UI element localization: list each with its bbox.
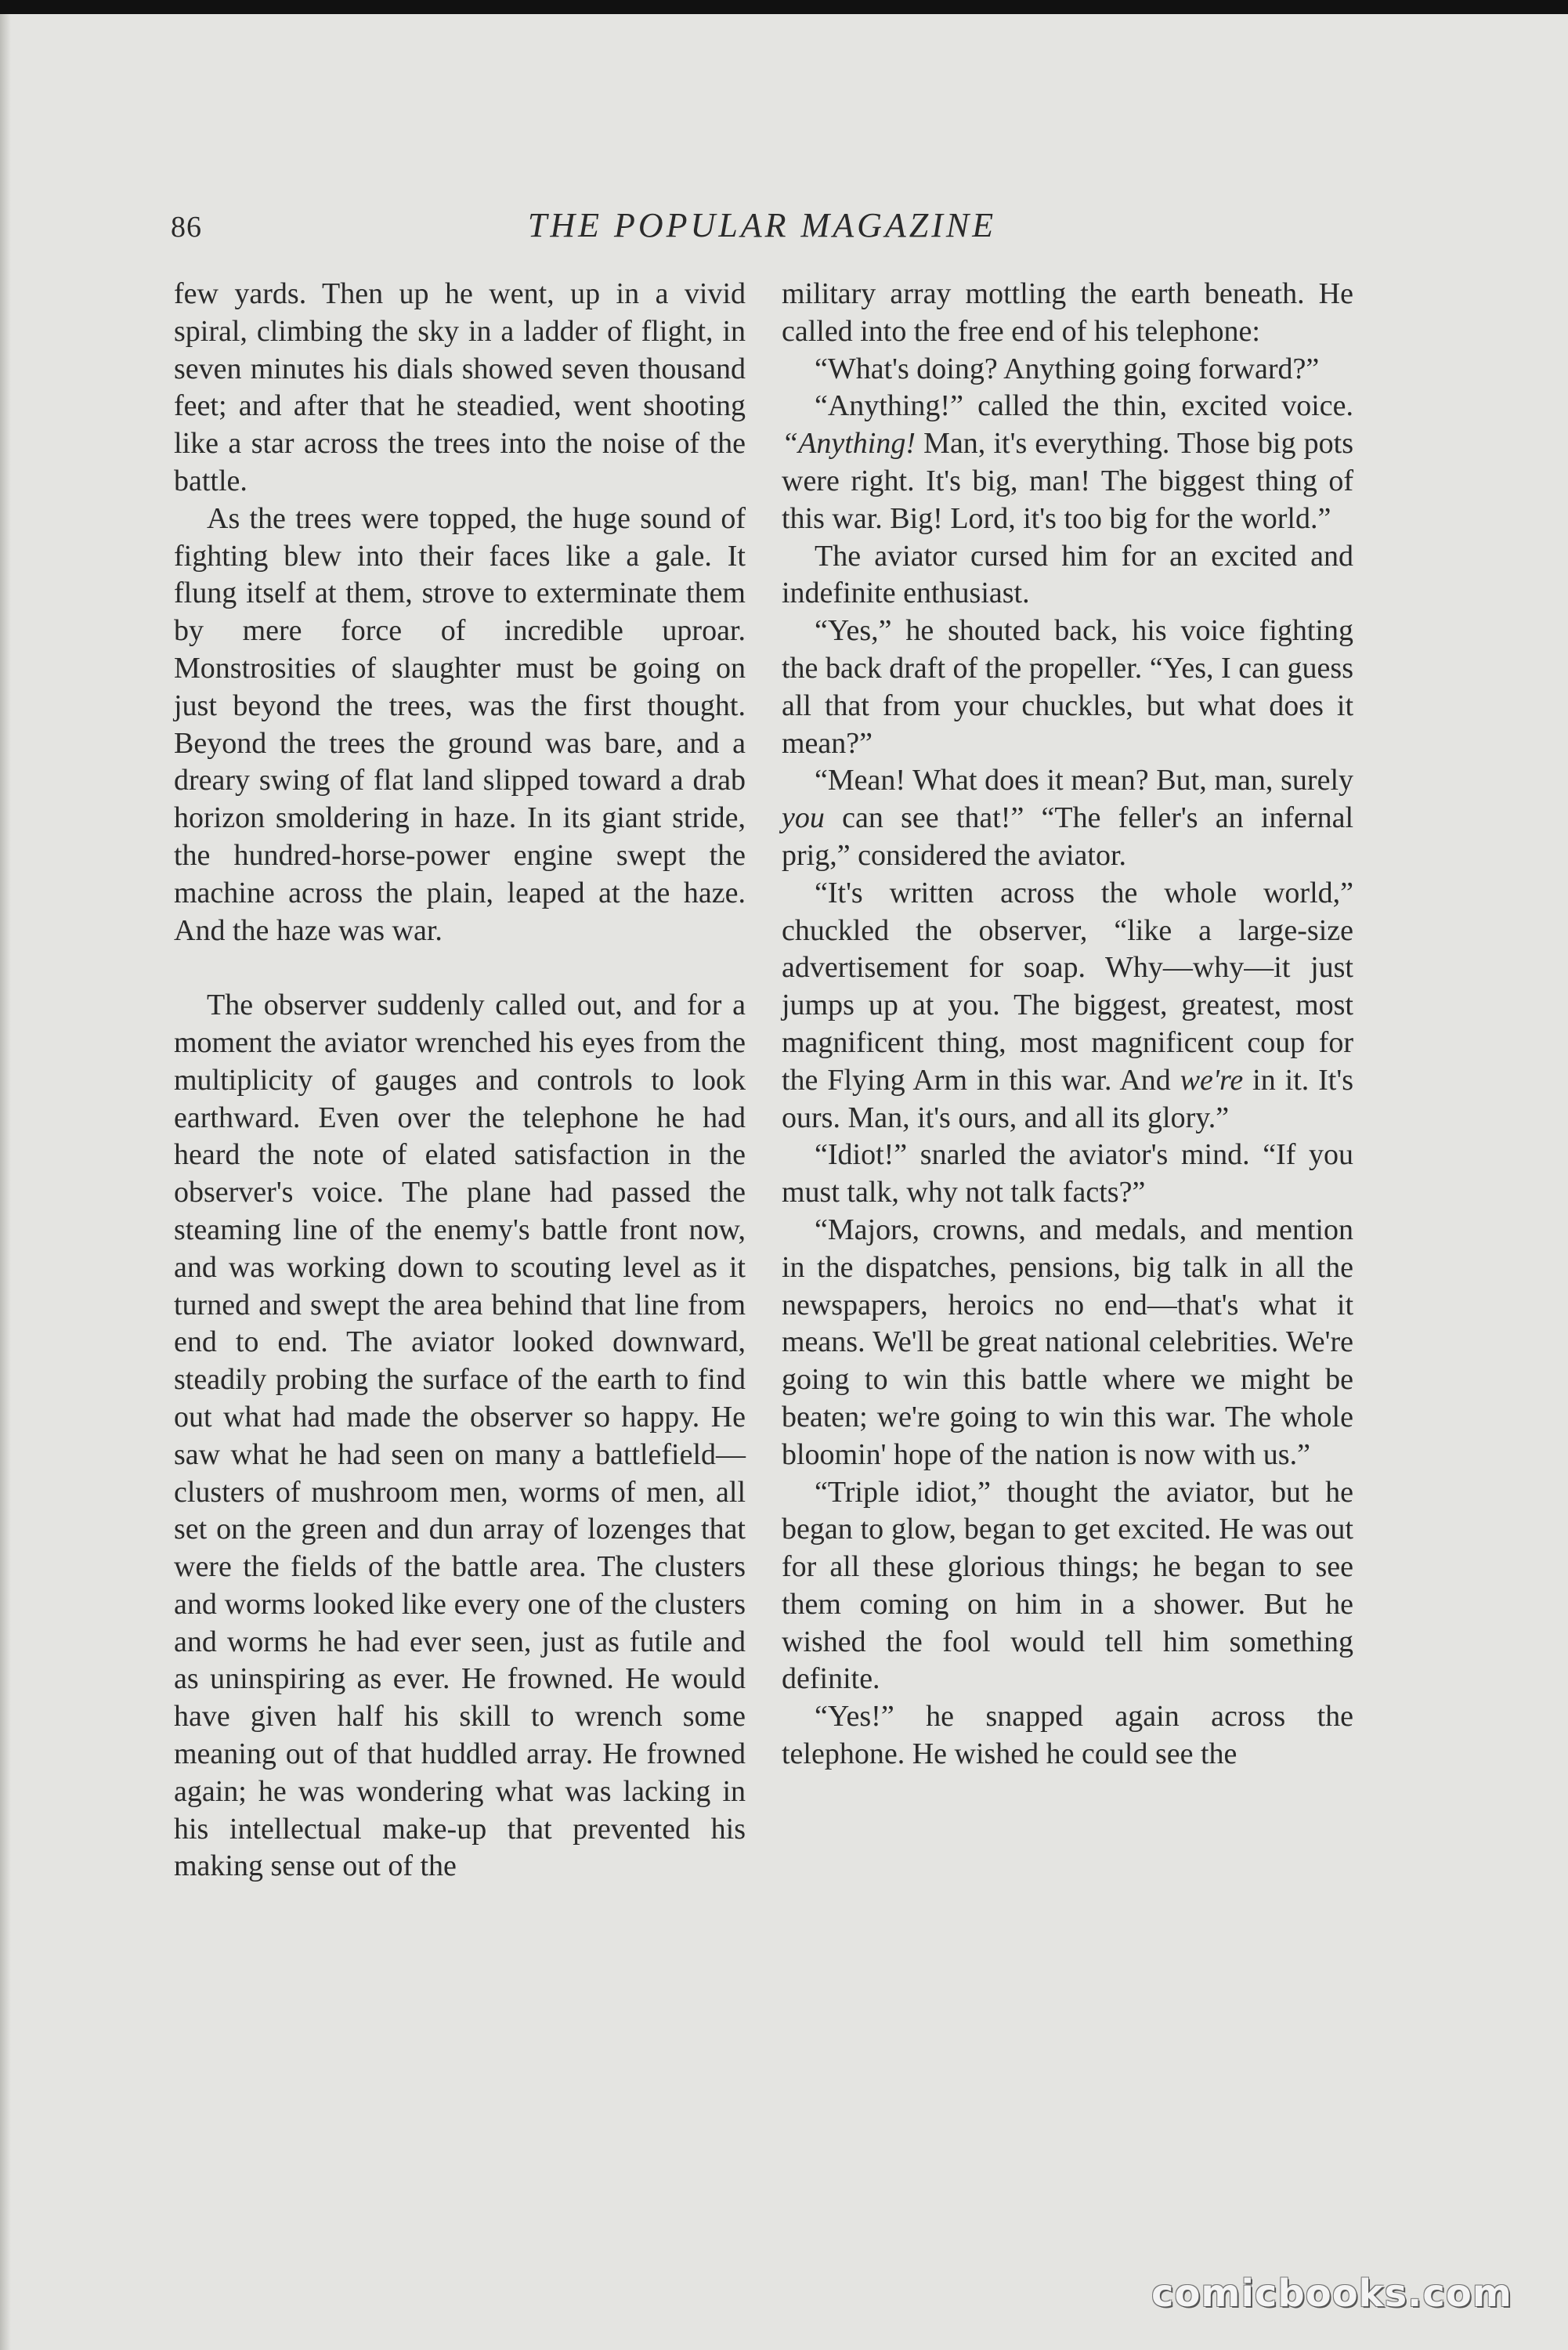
italic-text: “Anything!	[782, 427, 916, 461]
paragraph: few yards. Then up he went, up in a vivid spiral, climbing the sky in a ladder of flight, in seven minutes his dials showed seven thousand feet; and after that he steadied, went shooting like a star across the trees into the noise of the battle.	[174, 277, 746, 497]
paragraph: The observer suddenly called out, and for a moment the aviator wrenched his eyes from the multiplicity of gauges and controls to look earthward. Even over the telephone he had heard the note of elated satisfaction in the observer's voice. The plane had passed the steaming line of the enemy's battle front now, and was working down to scouting level as it turned and swept the area behind that line from end to end. The aviator looked downward, steadily probing the surface of the earth to find out what had made the observer so happy. He saw what he had seen on many a battlefield—clusters of mushroom men, worms of men, all set on the green and dun array of lozenges that were the fields of the battle area. The clusters and worms looked like every one of the clusters and worms he had ever seen, just as futile and as uninspiring as ever. He frowned. He would have given half his skill to wrench some meaning out of that huddled array. He frowned again; he was wondering what was lacking in his intellectual make-up that prevented his making sense out of the	[174, 989, 746, 1883]
page-binding-edge	[0, 14, 11, 2350]
right-column	[782, 276, 1353, 1773]
paragraph: “What's doing? Anything going forward?”	[815, 352, 1320, 385]
scan-top-edge	[0, 0, 1568, 14]
paragraph	[782, 388, 1353, 537]
paragraph	[782, 875, 1353, 1137]
text-run: Man, it's everything. Those big pots were right. It's big, man! The biggest thing of this war. Big! Lord, it's too big for the world.”	[782, 427, 1353, 535]
paragraph: military array mottling the earth beneath. He called into the free end of his telephone:	[782, 277, 1353, 348]
italic-text: we're	[1180, 1063, 1244, 1097]
text-run: “Anything!” called the thin, excited voice.	[815, 389, 1353, 423]
paragraph: “Yes!” he snapped again across the telephone. He wished he could see the	[782, 1700, 1353, 1771]
running-title: THE POPULAR MAGAZINE	[527, 206, 997, 244]
text-run: can see that!” “The feller's an infernal prig,” considered the aviator.	[782, 801, 1353, 872]
page-number: 86	[171, 211, 202, 244]
paragraph: “Majors, crowns, and medals, and mention in the dispatches, pensions, big talk in all the newspapers, heroics no end—that's what it means. We'll be great national celebrities. We're going to win this battle where we might be beaten; we're going to win this war. The whole bloomin' hope of the nation is now with us.”	[782, 1213, 1353, 1471]
watermark-logo: comicbooks.com	[1151, 2272, 1512, 2316]
paragraph	[782, 762, 1353, 874]
left-column	[174, 276, 746, 1885]
page-header	[171, 205, 1353, 252]
text-run: “It's written across the whole world,” chuckled the observer, “like a large-size advertisement for soap. Why—why—it just jumps up at you. The biggest, greatest, most magnificent thing, most magnificent coup for the Flying Arm in this war. And	[782, 876, 1353, 1097]
paragraph: “Triple idiot,” thought the aviator, but he began to glow, began to get excited. He was out for all these glorious things; he began to see them coming on him in a shower. But he wished the fool would tell him something definite.	[782, 1475, 1353, 1696]
paragraph: “Yes,” he shouted back, his voice fighting the back draft of the propeller. “Yes, I can guess all that from your chuckles, but what does it mean?”	[782, 614, 1353, 760]
text-run: in it. It's ours. Man, it's ours, and all its glory.”	[782, 1063, 1353, 1134]
text-run: “Mean! What does it mean? But, man, surely	[815, 764, 1353, 797]
italic-text: you	[782, 801, 825, 835]
paragraph: As the trees were topped, the huge sound of fighting blew into their faces like a gale. It flung itself at them, strove to exterminate them by mere force of incredible uproar. Monstrosities of slaughter must be going on just beyond the trees, was the first thought. Beyond the trees the ground was bare, and a dreary swing of flat land slipped toward a drab horizon smoldering in haze. In its giant stride, the hundred-horse-power engine swept the machine across the plain, leaped at the haze. And the haze was war.	[174, 501, 746, 947]
paragraph: “Idiot!” snarled the aviator's mind. “If you must talk, why not talk facts?”	[782, 1138, 1353, 1209]
paragraph: The aviator cursed him for an excited and indefinite enthusiast.	[782, 539, 1353, 610]
